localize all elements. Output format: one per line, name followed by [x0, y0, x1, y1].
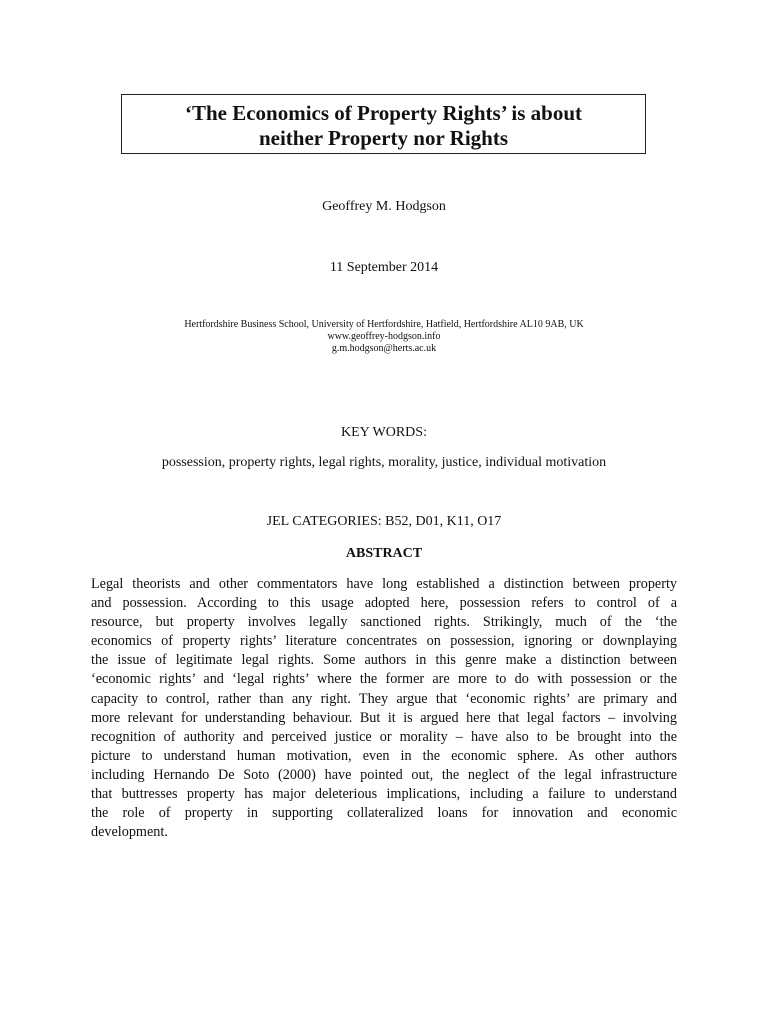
abstract-body [91, 575, 677, 842]
abstract-heading: ABSTRACT [345, 546, 423, 561]
abstract-line: that buttresses property has major deleterious implications, including a failure to understand [91, 786, 677, 803]
title-line-1: ‘The Economics of Property Rights’ is about [184, 101, 583, 125]
keywords: possession, property rights, legal rights, morality, justice, individual motivation [161, 455, 607, 470]
abstract-line: development. [91, 824, 168, 841]
title-line-2: neither Property nor Rights [258, 126, 509, 150]
abstract-line: ‘economic rights’ and ‘legal rights’ where the former are more to do with possession or the [91, 671, 677, 688]
abstract-line: picture to understand human motivation, even in the economic sphere. As other authors [91, 747, 677, 764]
affiliation [0, 319, 768, 355]
title-box [121, 94, 646, 154]
abstract-line: Legal theorists and other commentators have long established a distinction between property [91, 576, 677, 592]
date: 11 September 2014 [329, 260, 439, 275]
abstract-line: including Hernando De Soto (2000) have pointed out, the neglect of the legal infrastructure [91, 766, 677, 783]
abstract-line: capacity to control, rather than any right. They argue that ‘economic rights’ are primary and [91, 690, 677, 707]
affiliation-address: Hertfordshire Business School, University of Hertfordshire, Hatfield, Hertfordshire AL10 9AB, UK [184, 319, 584, 330]
jel-categories: JEL CATEGORIES: B52, D01, K11, O17 [266, 514, 502, 529]
abstract-line: the issue of legitimate legal rights. Some authors in this genre make a distinction between [91, 652, 677, 669]
affiliation-email: g.m.hodgson@herts.ac.uk [331, 343, 437, 354]
abstract-line: resource, but property involves legally sanctioned rights. Strikingly, much of the ‘the [91, 614, 677, 631]
author: Geoffrey M. Hodgson [322, 199, 446, 214]
affiliation-website: www.geoffrey-hodgson.info [327, 331, 441, 342]
abstract-line: the role of property in supporting collateralized loans for innovation and economic [91, 805, 677, 822]
keywords-heading: KEY WORDS: [341, 425, 427, 440]
abstract-line: recognition of authority and perceived justice or morality – have also to be brought into the [91, 728, 677, 745]
abstract-line: economics of property rights’ literature concentrates on possession, ignoring or downplaying [91, 633, 677, 650]
abstract-line: and possession. According to this usage adopted here, possession refers to control of a [91, 595, 677, 612]
abstract-line: more relevant for understanding behaviour. But it is argued here that legal factors – involving [91, 709, 677, 726]
